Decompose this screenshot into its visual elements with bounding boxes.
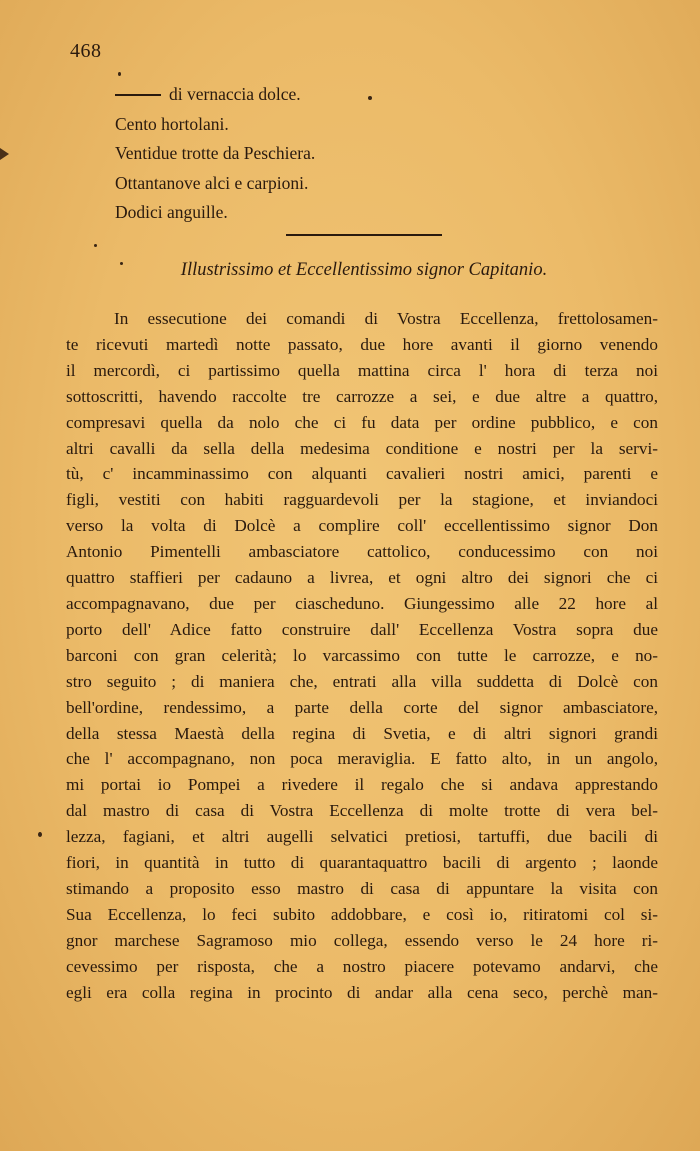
text-line: barconi con gran celerità; lo varcassimo con tutte le carrozze, e no- xyxy=(66,645,658,665)
letter-salutation: Illustrissimo et Eccellentissimo signor Capitanio. xyxy=(180,260,548,280)
list-item-text: Ventidue trotte da Peschiera. xyxy=(115,143,316,163)
list-item-text: Dodici anguille. xyxy=(115,202,228,222)
page-number: 468 xyxy=(70,40,102,62)
text-line: figli, vestiti con habiti ragguardevoli per la stagione, et inviandoci xyxy=(66,490,658,510)
ink-speck xyxy=(368,96,372,100)
text-line: In essecutione dei comandi di Vostra Eccellenza, frettolosamen- xyxy=(114,309,658,328)
text-line: lezza, fagiani, et altri augelli selvatici pretiosi, tartuffi, due bacili di xyxy=(66,827,658,847)
text-line: cevessimo per risposta, che a nostro piacere potevamo andarvi, che xyxy=(66,956,658,976)
text-line: verso la volta di Dolcè a complire coll' eccellentissimo signor Don xyxy=(66,516,658,536)
text-line: sottoscritti, havendo raccolte tre carrozze a sei, e due altre a quattro, xyxy=(66,386,658,406)
text-line: dal mastro di casa di Vostra Eccellenza di molte trotte di vera bel- xyxy=(66,801,658,821)
text-line: tù, c' incamminassimo con alquanti cavalieri nostri amici, parenti e xyxy=(66,464,658,484)
ditto-dash xyxy=(115,94,161,96)
page-edge-mark xyxy=(0,148,9,160)
text-line: gnor marchese Sagramoso mio collega, essendo verso le 24 hore ri- xyxy=(66,930,658,950)
list-item-text: Cento hortolani. xyxy=(115,113,229,134)
provisions-list xyxy=(115,80,315,228)
text-line: stimando a proposito esso mastro di casa di appuntare la visita con xyxy=(66,878,658,898)
text-line: accompagnavano, due per ciascheduno. Giungessimo alle 22 hore al xyxy=(66,593,658,613)
text-line: stro seguito ; di maniera che, entrati alla villa suddetta di Dolcè con xyxy=(66,671,658,691)
list-item xyxy=(115,80,315,110)
list-item xyxy=(115,110,315,140)
text-line: egli era colla regina in procinto di andar alla cena seco, perchè man- xyxy=(66,982,658,1002)
list-item xyxy=(115,139,315,169)
text-line: porto dell' Adice fatto construire dall' Eccellenza Vostra sopra due xyxy=(66,619,658,639)
text-line: compresavi quella da nolo che ci fu data per ordine pubblico, e con xyxy=(66,412,658,432)
list-item-text: Ottantanove alci e carpioni. xyxy=(115,172,309,193)
ink-speck xyxy=(118,72,121,76)
text-line: quattro staffieri per cadauno a livrea, et ogni altro dei signori che ci xyxy=(66,568,658,588)
text-line: Antonio Pimentelli ambasciatore cattolico, conducessimo con noi xyxy=(66,542,658,562)
list-item xyxy=(115,169,315,199)
ink-speck xyxy=(94,244,97,247)
list-item-text: di vernaccia dolce. xyxy=(169,84,301,104)
text-line: fiori, in quantità in tutto di quarantaquattro bacili di argento ; laonde xyxy=(66,853,658,873)
text-line: bell'ordine, rendessimo, a parte della corte del signor ambasciatore, xyxy=(66,697,658,717)
text-line: che l' accompagnano, non poca meraviglia. E fatto alto, in un angolo, xyxy=(66,749,658,769)
text-line: il mercordì, ci partissimo quella mattina circa l' hora di terza noi xyxy=(66,360,658,380)
ink-speck xyxy=(38,832,42,837)
text-line: Sua Eccellenza, lo feci subito addobbare, e così io, ritiratomi col si- xyxy=(66,904,658,924)
text-line: te ricevuti martedì notte passato, due hore avanti il giorno venendo xyxy=(66,334,658,354)
letter-body xyxy=(66,306,658,1005)
list-item xyxy=(115,198,315,228)
text-line: della stessa Maestà della regina di Svetia, e di altri signori grandi xyxy=(66,723,658,743)
text-line: altri cavalli da sella della medesima conditione e nostri per la servi- xyxy=(66,438,658,458)
text-line: mi portai io Pompei a rivedere il regalo che si andava apprestando xyxy=(66,775,658,795)
section-separator xyxy=(286,234,442,236)
